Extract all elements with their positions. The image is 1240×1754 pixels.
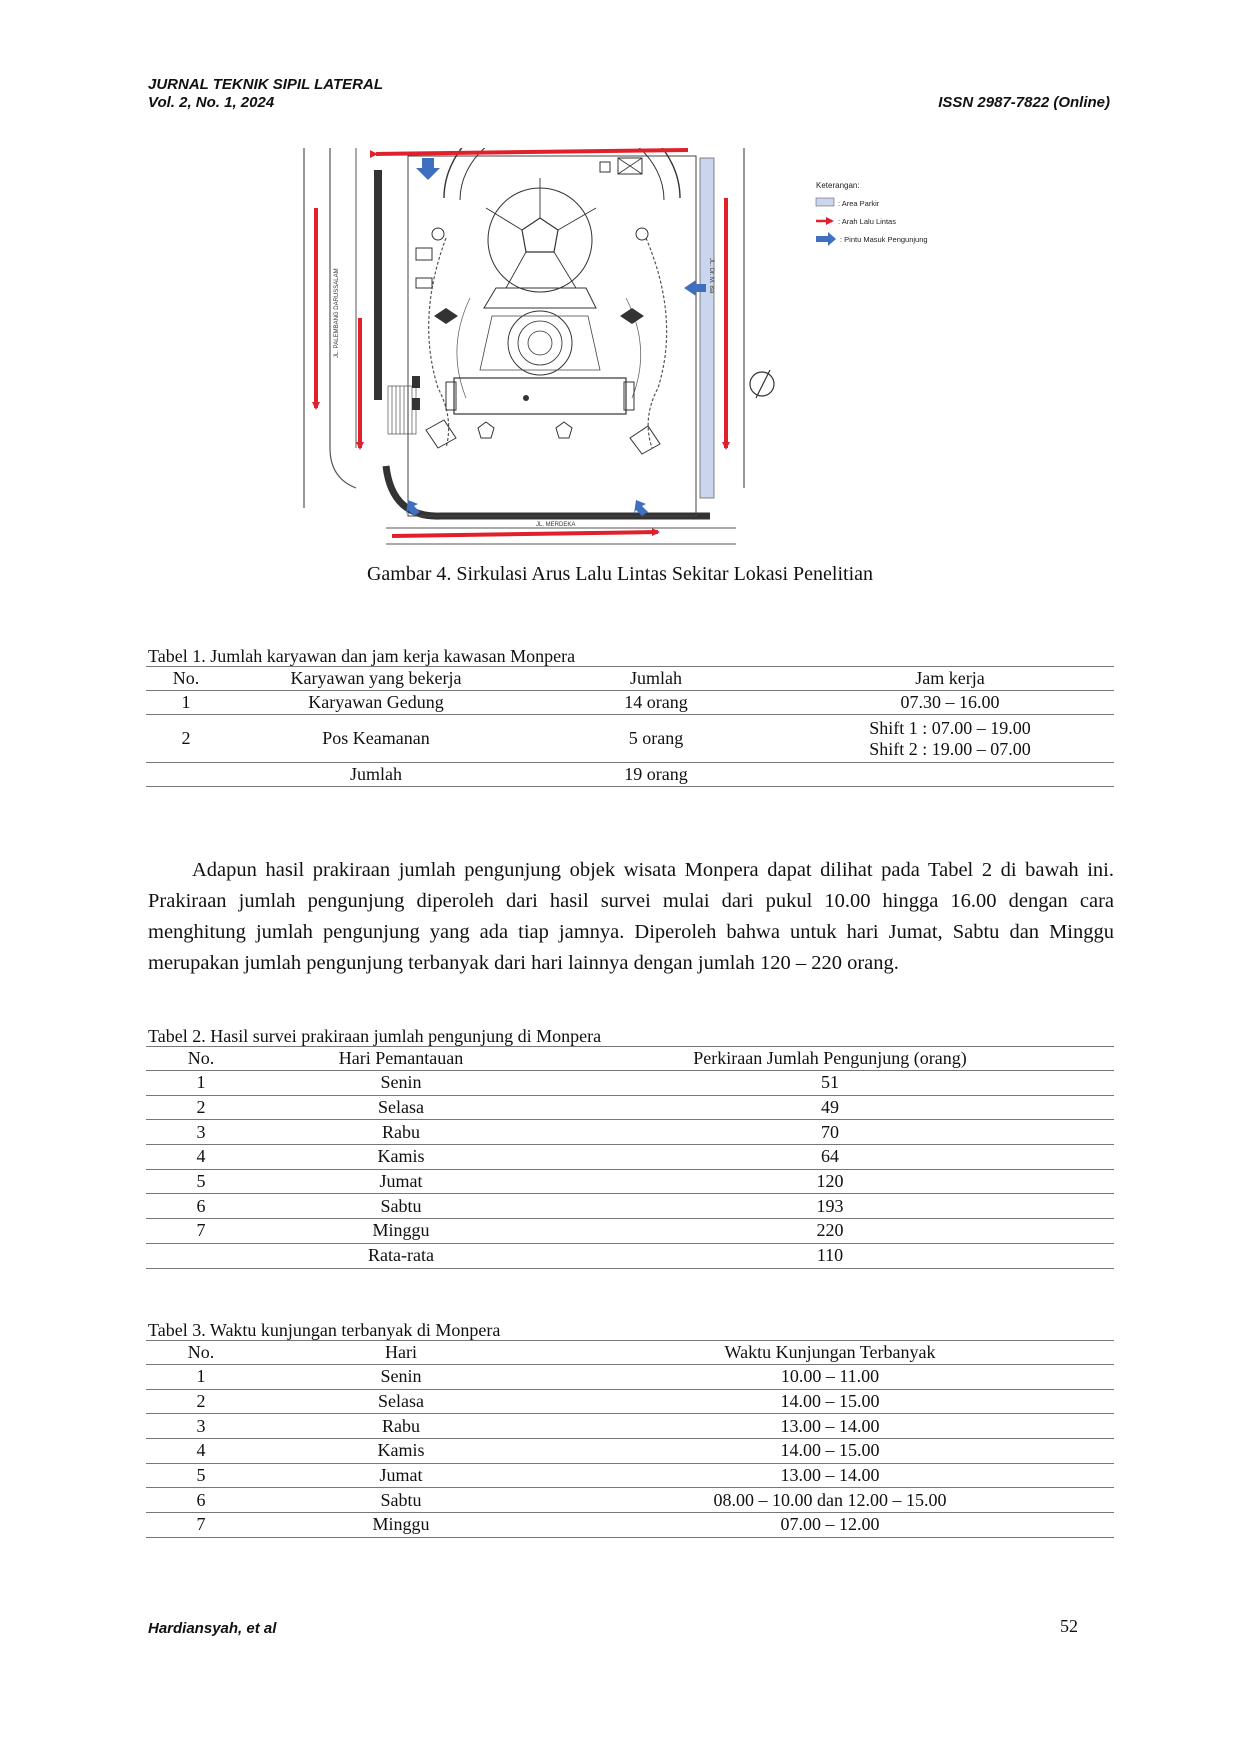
journal-volume: Vol. 2, No. 1, 2024 xyxy=(148,94,275,111)
table1 xyxy=(146,666,1114,787)
t1-cell: Karyawan Gedung xyxy=(226,691,526,715)
page-number: 52 xyxy=(1060,1616,1078,1636)
table-row xyxy=(146,691,1114,715)
legend-arrow-entrance xyxy=(816,232,836,246)
table-row: 5 Jumat 13.00 – 14.00 xyxy=(146,1463,1114,1488)
table3-caption: Tabel 3. Waktu kunjungan terbanyak di Monpera xyxy=(148,1320,501,1340)
table-row: 7 Minggu 220 xyxy=(146,1219,1114,1244)
legend-swatch-parking xyxy=(816,198,834,206)
table-row: 6 Sabtu 08.00 – 10.00 dan 12.00 – 15.00 xyxy=(146,1488,1114,1513)
t2-header-no: No. xyxy=(146,1047,256,1071)
figure-legend xyxy=(816,181,928,246)
journal-issn: ISSN 2987-7822 (Online) xyxy=(938,94,1110,111)
t1-header-count: Jumlah xyxy=(526,667,786,691)
legend-entrance-label: : Pintu Masuk Pengunjung xyxy=(840,235,928,244)
t1-cell: Pos Keamanan xyxy=(226,715,526,763)
table-row: 2 Selasa 49 xyxy=(146,1095,1114,1120)
t2-avg-value: 110 xyxy=(546,1243,1114,1268)
figure-caption: Gambar 4. Sirkulasi Arus Lalu Lintas Sekitar Lokasi Penelitian xyxy=(366,563,873,585)
table-row: 3 Rabu 70 xyxy=(146,1120,1114,1145)
t1-shift-2: Shift 2 : 19.00 – 07.00 xyxy=(869,738,1031,759)
legend-parking-label: : Area Parkir xyxy=(838,199,880,208)
table-row: 2 Selasa 14.00 – 15.00 xyxy=(146,1389,1114,1414)
t1-cell: 2 xyxy=(146,715,226,763)
t1-cell-shifts xyxy=(786,715,1114,763)
t1-cell: 07.30 – 16.00 xyxy=(786,691,1114,715)
table-row xyxy=(146,715,1114,763)
street-bottom-label: JL. MERDEKA xyxy=(536,522,576,528)
t2-header-visitors: Perkiraan Jumlah Pengunjung (orang) xyxy=(546,1047,1114,1071)
journal-title: JURNAL TEKNIK SIPIL LATERAL xyxy=(148,76,384,93)
t3-header-no: No. xyxy=(146,1341,256,1365)
legend-traffic-label: : Arah Lalu Lintas xyxy=(838,217,896,226)
table-row: 6 Sabtu 193 xyxy=(146,1194,1114,1219)
t1-total-label: Jumlah xyxy=(226,763,526,787)
table2 xyxy=(146,1046,1114,1269)
table-row: 4 Kamis 64 xyxy=(146,1145,1114,1170)
t2-avg-label: Rata-rata xyxy=(256,1243,546,1268)
table-row: 4 Kamis 14.00 – 15.00 xyxy=(146,1439,1114,1464)
legend-title: Keterangan: xyxy=(816,181,860,190)
t1-cell: 1 xyxy=(146,691,226,715)
table-row: 1 Senin 10.00 – 11.00 xyxy=(146,1365,1114,1390)
t1-cell: 14 orang xyxy=(526,691,786,715)
t3-header-day: Hari xyxy=(256,1341,546,1365)
table-row: 1 Senin 51 xyxy=(146,1071,1114,1096)
body-paragraph xyxy=(148,855,1114,979)
street-left-label: JL. PALEMBANG DARUSSALAM xyxy=(334,268,340,358)
t1-header-employee: Karyawan yang bekerja xyxy=(226,667,526,691)
table-row: 5 Jumat 120 xyxy=(146,1169,1114,1194)
t2-header-day: Hari Pemantauan xyxy=(256,1047,546,1071)
t1-header-no: No. xyxy=(146,667,226,691)
table3 xyxy=(146,1340,1114,1538)
table-row-total xyxy=(146,763,1114,787)
t1-cell: 5 orang xyxy=(526,715,786,763)
table-row-average xyxy=(146,1243,1114,1268)
table2-caption: Tabel 2. Hasil survei prakiraan jumlah pengunjung di Monpera xyxy=(148,1026,602,1046)
body-paragraph-text: Adapun hasil prakiraan jumlah pengunjung objek wisata Monpera dapat dilihat pada Tabel 2 di bawah ini. Prakiraan jumlah pengunjung diperoleh dari hasil survei mulai dari pukul 10.00 hingga 16.00 dengan cara menghitung jumlah pengunjung yang ada tiap jamnya. Diperoleh bahwa untuk hari Jumat, Sabtu dan Minggu merupakan jumlah pengunjung terbanyak dari hari lainnya dengan jumlah 120 – 220 orang. xyxy=(148,859,1114,974)
t1-total-value: 19 orang xyxy=(526,763,786,787)
table-row: 7 Minggu 07.00 – 12.00 xyxy=(146,1513,1114,1538)
table1-caption: Tabel 1. Jumlah karyawan dan jam kerja kawasan Monpera xyxy=(148,646,576,666)
t3-header-time: Waktu Kunjungan Terbanyak xyxy=(546,1341,1114,1365)
t1-header-hours: Jam kerja xyxy=(786,667,1114,691)
t1-shift-1: Shift 1 : 07.00 – 19.00 xyxy=(869,717,1031,738)
site-plan-figure xyxy=(296,148,970,548)
table-row: 3 Rabu 13.00 – 14.00 xyxy=(146,1414,1114,1439)
street-right-label: JL. Dr. M. Isa xyxy=(708,258,714,294)
footer-author: Hardiansyah, et al xyxy=(148,1620,277,1637)
